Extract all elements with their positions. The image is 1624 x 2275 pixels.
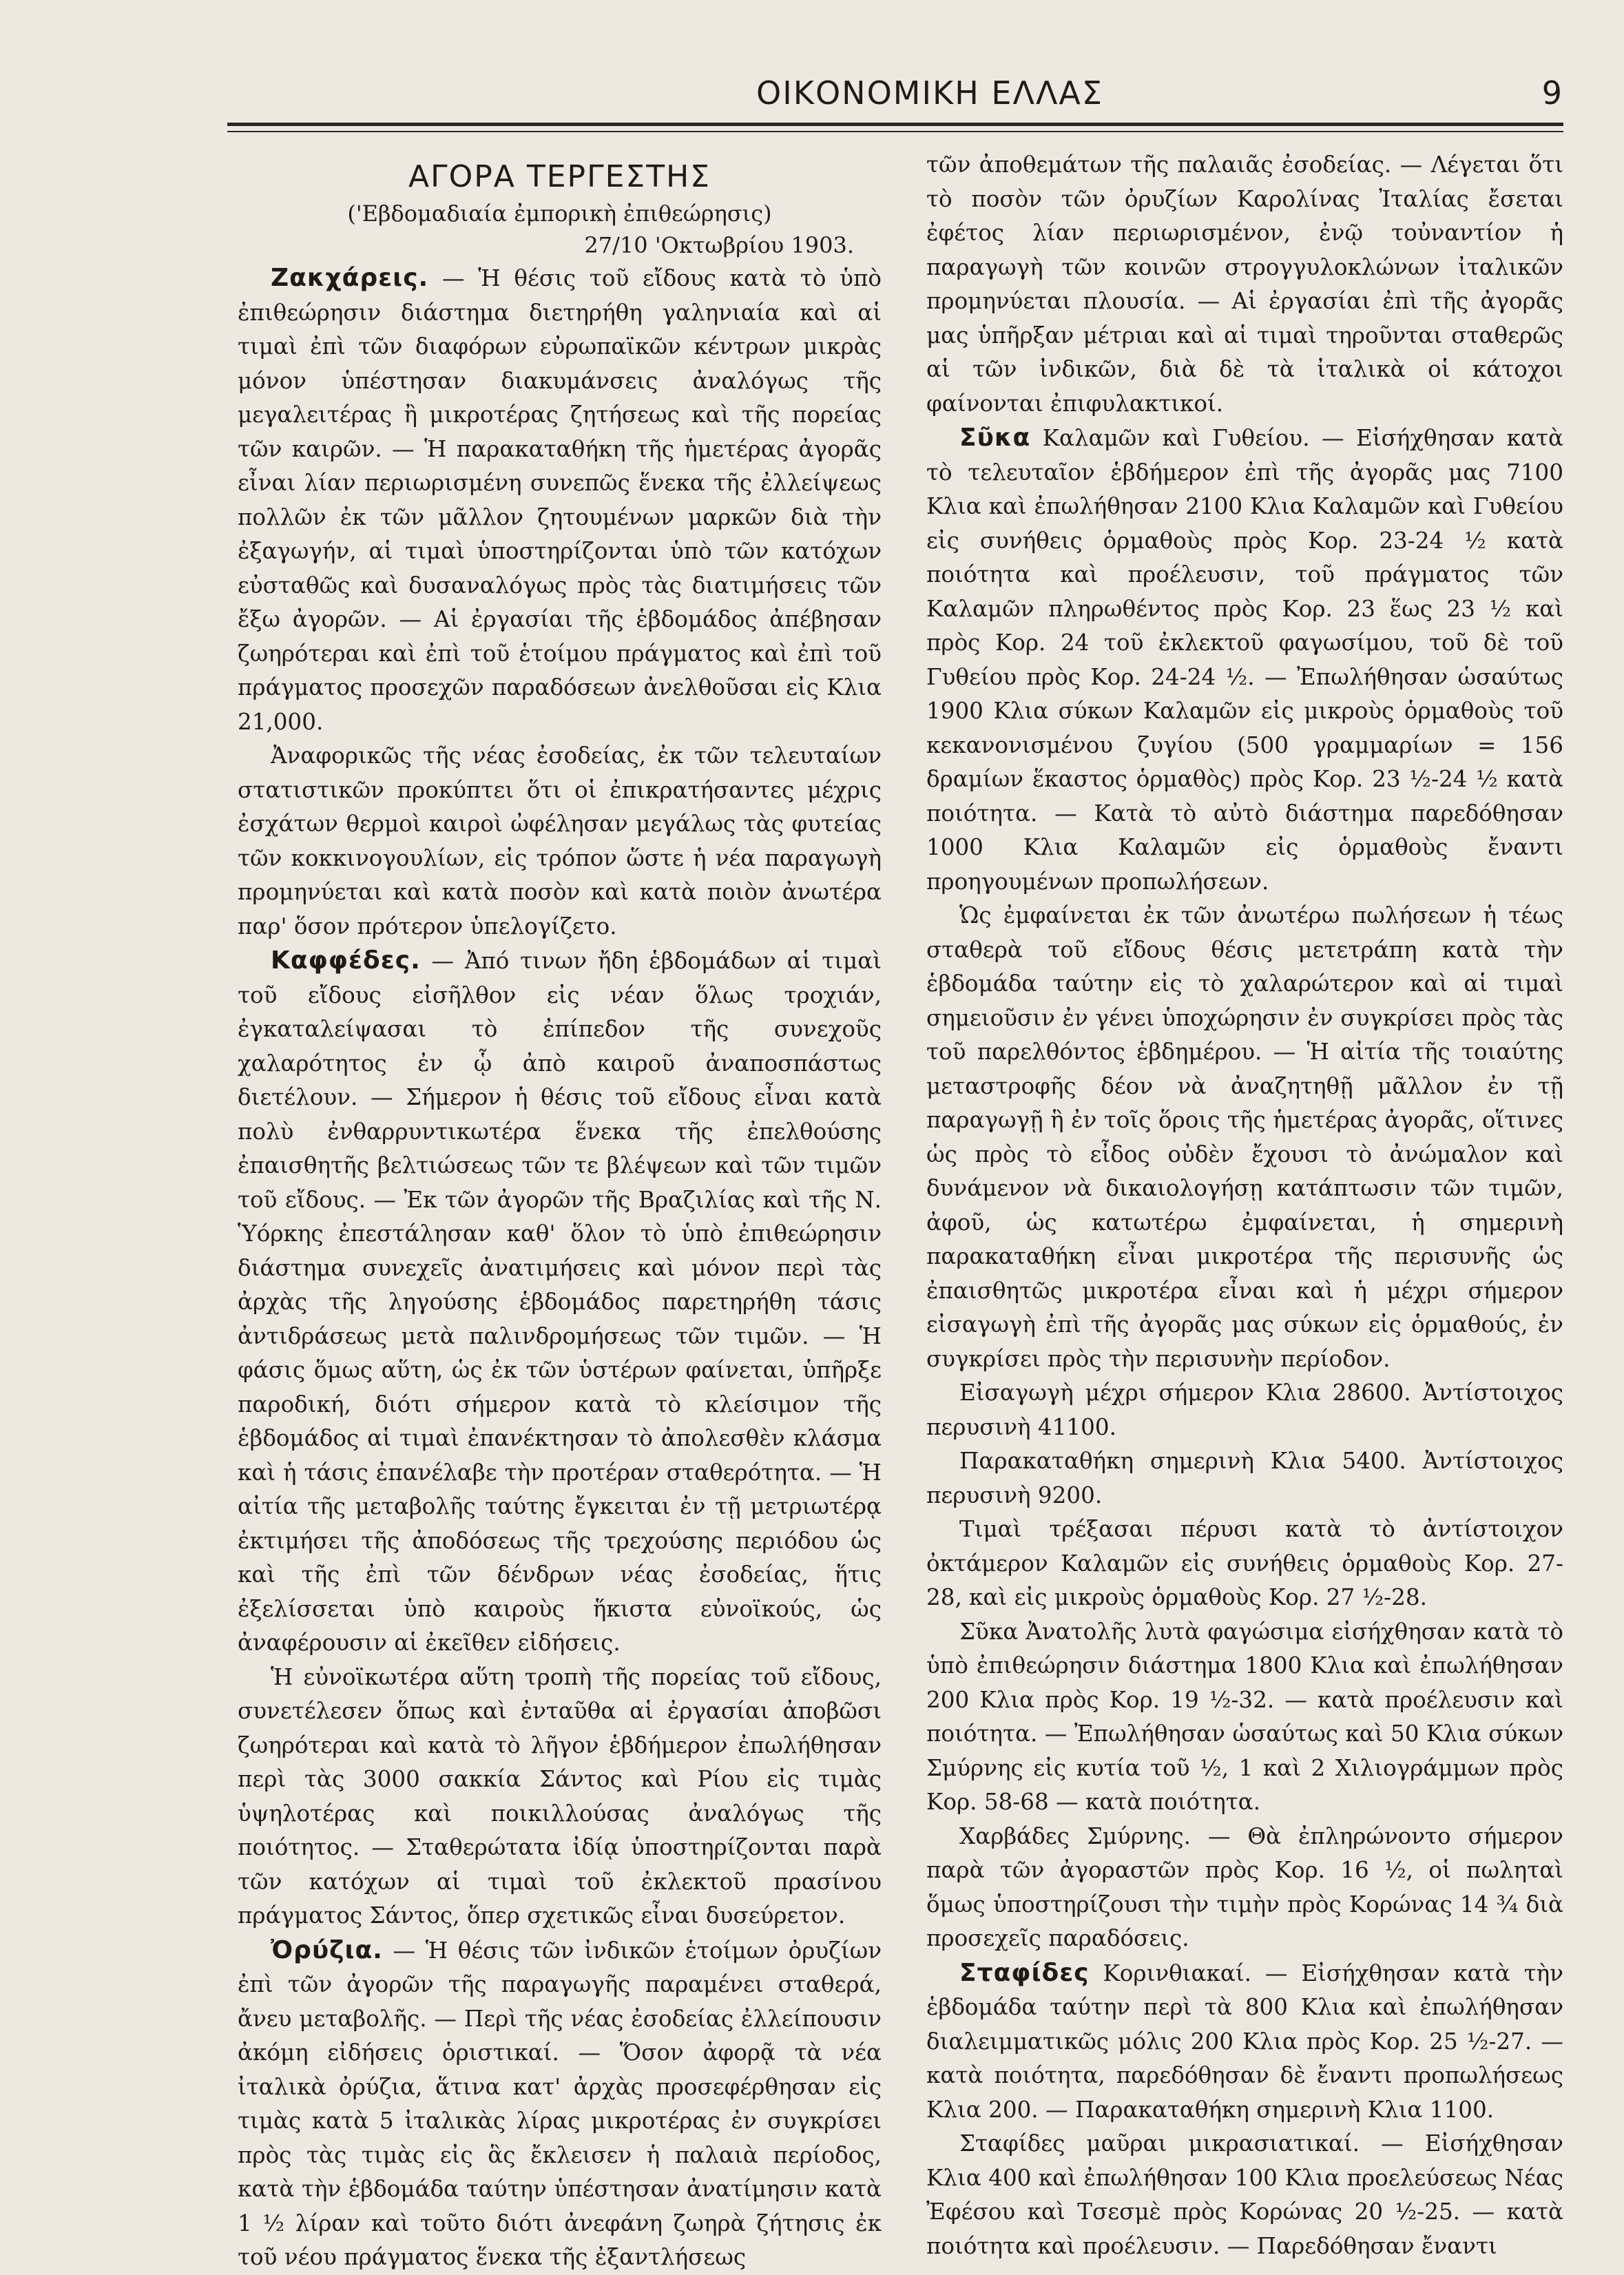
paragraph-figs-imports: Εἰσαγωγὴ μέχρι σήμερον Κλια 28600. Ἀντίστοιχος περυσινὴ 41100. <box>926 1380 1563 1440</box>
section-raisins <box>926 1956 1563 2128</box>
paragraph-figs-analysis: Ὡς ἐμφαίνεται ἐκ τῶν ἀνωτέρω πωλήσεων ἡ τέως σταθερὰ τοῦ εἴδους θέσις μετετράπη κατὰ τὴν ἑβδομάδα ταύτην εἰς τὸ χαλαρώτερον καὶ αἱ τιμαὶ σημειοῦσιν ἐν γένει ὑποχώρησιν ἐν συγκρίσει πρὸς τὰς τοῦ παρελθόντος ἑβδημέρου. — Ἡ αἰτία τῆς τοιαύτης μεταστροφῆς δέον νὰ ἀναζητηθῇ μᾶλλον ἐν τῇ παραγωγῇ ἣ ἐν τοῖς ὅροις τῆς ἡμετέρας ἀγορᾶς, οἵτινες ὡς πρὸς τὸ εἶδος οὐδὲν ἔχουσι τὸ ἀνώμαλον καὶ δυνάμενον νὰ δικαιολογήσῃ κατάπτωσιν τῶν τιμῶν, ἀφοῦ, ὡς κατωτέρω ἐμφαίνεται, ἡ σημερινὴ παρακαταθήκη εἶναι μικροτέρα τῆς περισυνῆς ὡς ἐπαισθητῶς μικροτέρα εἶναι καὶ ἡ μέχρι σήμερον εἰσαγωγὴ ἐπὶ τῆς ἀγορᾶς μας σύκων εἰς ὁρμαθούς, ἐν συγκρίσει πρὸς τὴν περισυνὴν περίοδον. <box>926 902 1563 1372</box>
paragraph-figs-stock: Παρακαταθήκη σημερινὴ Κλια 5400. Ἀντίστοιχος περυσινὴ 9200. <box>926 1448 1563 1508</box>
section-text-figs: Καλαμῶν καὶ Γυθείου. — Εἰσήχθησαν κατὰ τὸ τελευταῖον ἑβδήμερον ἐπὶ τῆς ἀγορᾶς μας 7100 Κλια καὶ ἐπωλήθησαν 2100 Κλια Καλαμῶν καὶ Γυθείου εἰς συνήθεις ὁρμαθοὺς πρὸς Κορ. 23-24 ½ κατὰ ποιότητα καὶ προέλευσιν, τοῦ πράγματος τῶν Καλαμῶν πληρωθέντος πρὸς Κορ. 23 ἕως 23 ½ καὶ πρὸς Κορ. 24 τοῦ ἐκλεκτοῦ φαγωσίμου, τοῦ δὲ τοῦ Γυθείου πρὸς Κορ. 24-24 ½. — Ἐπωλήθησαν ὡσαύτως 1900 Κλια σύκων Καλαμῶν εἰς μικροὺς ὁρμαθοὺς τοῦ κεκανονισμένου ζυγίου (500 γραμμαρίων = 156 δραμίων ἕκαστος ὁρμαθὸς) πρὸς Κορ. 23 ½-24 ½ κατὰ ποιότητα. — Κατὰ τὸ αὐτὸ διάστημα παρεδόθησαν 1000 Κλια Καλαμῶν εἰς ὁρμαθοὺς ἔναντι προηγουμένων προπωλήσεων. <box>926 425 1564 895</box>
left-column <box>238 148 882 2270</box>
section-rice <box>238 1933 882 2275</box>
section-text-sugar: — Ἡ θέσις τοῦ εἴδους κατὰ τὸ ὑπὸ ἐπιθεώρησιν διάστημα διετηρήθη γαληνιαία καὶ αἱ τιμαὶ ἐπὶ τῶν διαφόρων εὐρωπαϊκῶν κέντρων μικρὰς μόνον ὑπέστησαν διακυμάνσεις ἀναλόγως τῆς μεγαλειτέρας ἢ μικροτέρας ζητήσεως καὶ τῆς πορείας τῶν καιρῶν. — Ἡ παρακαταθήκη τῆς ἡμετέρας ἀγορᾶς εἶναι λίαν περιωρισμένη συνεπῶς ἕνεκα τῆς ἐλλείψεως πολλῶν ἐκ τῶν μᾶλλον ζητουμένων μαρκῶν διὰ τὴν ἐξαγωγήν, αἱ τιμαὶ ὑποστηρίζονται ὑπὸ τῶν κατόχων εὐσταθῶς καὶ δυσαναλόγως πρὸς τὰς διατιμήσεις τῶν ἔξω ἀγορῶν. — Αἱ ἐργασίαι τῆς ἑβδομάδος ἀπέβησαν ζωηρότεραι καὶ ἐπὶ τοῦ ἑτοίμου πράγματος καὶ ἐπὶ τοῦ πράγματος προσεχῶν παραδόσεων ἀνελθοῦσαι εἰς Κλια 21,000. <box>238 265 882 735</box>
section-text-raisins: Κορινθιακαί. — Εἰσήχθησαν κατὰ τὴν ἑβδομάδα ταύτην περὶ τὰ 800 Κλια καὶ ἐπωλήθησαν διαλειμματικῶς μόλις 200 Κλια πρὸς Κορ. 25 ½-27. — κατὰ ποιότητα, παρεδόθησαν δὲ ἔναντι προπωλήσεως Κλια 200. — Παρακαταθήκη σημερινὴ Κλια 1100. <box>926 1960 1563 2123</box>
section-figs <box>926 421 1563 899</box>
article-subtitle: ('Εβδομαδιαία ἐμπορικὴ ἐπιθεώρησις) <box>347 200 772 227</box>
article-title: ΑΓΟΡΑ ΤΕΡΓΕΣΤΗΣ <box>408 159 711 194</box>
section-coffee <box>238 944 882 1661</box>
header-rule-thin <box>227 131 1563 132</box>
running-header-title: ΟΙΚΟΝΟΜΙΚΗ ΕΛΛΑΣ <box>756 74 1103 112</box>
article-date: 27/10 'Οκτωβρίου 1903. <box>584 232 854 258</box>
right-column <box>926 148 1564 2259</box>
section-heading-sugar: Ζακχάρεις. <box>271 264 429 292</box>
section-heading-rice: Ὀρύζια. <box>271 1935 383 1964</box>
paragraph-rice-continued: τῶν ἀποθεμάτων τῆς παλαιᾶς ἐσοδείας. — Λέγεται ὅτι τὸ ποσὸν τῶν ὀρυζίων Καρολίνας Ἰταλίας ἔσεται ἐφέτος λίαν περιωρισμένον, ἐνῷ τοὐναντίον ἡ παραγωγὴ τῶν κοινῶν στρογγυλοκλώνων ἰταλικῶν προμηνύεται πλουσία. — Αἱ ἐργασίαι ἐπὶ τῆς ἀγορᾶς μας ὑπῆρξαν μέτριαι καὶ αἱ τιμαὶ τηροῦνται σταθερῶς αἱ τῶν ἰνδικῶν, διὰ δὲ τὰ ἰταλικὰ οἱ κάτοχοι φαίνονται ἐπιφυλακτικοί. <box>926 152 1563 417</box>
section-text-coffee: — Ἀπό τινων ἤδη ἑβδομάδων αἱ τιμαὶ τοῦ εἴδους εἰσῆλθον εἰς νέαν ὅλως τροχιάν, ἐγκαταλείψασαι τὸ ἐπίπεδον τῆς συνεχοῦς χαλαρότητος ἐν ᾧ ἀπὸ καιροῦ ἀναποσπάστως διετέλουν. — Σήμερον ἡ θέσις τοῦ εἴδους εἶναι κατὰ πολὺ ἐνθαρρυντικωτέρα ἕνεκα τῆς ἐπελθούσης ἐπαισθητῆς βελτιώσεως τῶν τε βλέψεων καὶ τῶν τιμῶν τοῦ εἴδους. — Ἐκ τῶν ἀγορῶν τῆς Βραζιλίας καὶ τῆς Ν. Ὑόρκης ἐπεστάλησαν καθ' ὅλον τὸ ὑπὸ ἐπιθεώρησιν διάστημα συνεχεῖς ἀνατιμήσεις καὶ μόνον περὶ τὰς ἀρχὰς τῆς ληγούσης ἑβδομάδος παρετηρήθη τάσις ἀντιδράσεως μετὰ παλινδρομήσεως τῶν τιμῶν. — Ἡ φάσις ὅμως αὕτη, ὡς ἐκ τῶν ὑστέρων φαίνεται, ὑπῆρξε παροδική, διότι σήμερον κατὰ τὸ κλείσιμον τῆς ἑβδομάδος αἱ τιμαὶ ἐπανέκτησαν τὸ ἀπολεσθὲν κλάσμα καὶ ἡ τάσις ἐπανέλαβε τὴν προτέραν σταθερότητα. — Ἡ αἰτία τῆς μεταβολῆς ταύτης ἔγκειται ἐν τῇ μετριωτέρᾳ ἐκτιμήσει τῆς ἀποδόσεως τῆς τρεχούσης περιόδου ὡς καὶ τῆς ἐπὶ τῶν δένδρων νέας ἐσοδείας, ἥτις ἐξελίσσεται ὑπὸ καιροὺς ἥκιστα εὐνοϊκούς, ὡς ἀναφέρουσιν αἱ ἐκεῖθεν εἰδήσεις. <box>238 948 882 1656</box>
section-heading-figs: Σῦκα <box>959 424 1031 452</box>
paragraph-carob: Χαρβάδες Σμύρνης. — Θὰ ἐπληρώνοντο σήμερον παρὰ τῶν ἀγοραστῶν πρὸς Κορ. 16 ½, οἱ πωληταὶ ὅμως ὑποστηρίζουσι τὴν τιμὴν πρὸς Κορώνας 14 ¾ διὰ προσεχεῖς παραδόσεις. <box>926 1822 1563 1951</box>
paragraph-black-raisins: Σταφίδες μαῦραι μικρασιατικαί. — Εἰσήχθησαν Κλια 400 καὶ ἐπωλήθησαν 100 Κλια προελεύσεως Νέας Ἐφέσου καὶ Τσεσμὲ πρὸς Κορώνας 20 ½-25. — κατὰ ποιότητα καὶ προέλευσιν. — Παρεδόθησαν ἔναντι <box>926 2130 1563 2259</box>
section-text-rice: — Ἡ θέσις τῶν ἰνδικῶν ἑτοίμων ὀρυζίων ἐπὶ τῶν ἀγορῶν τῆς παραγωγῆς παραμένει σταθερά, ἄνευ μεταβολῆς. — Περὶ τῆς νέας ἐσοδείας ἐλλείπουσιν ἀκόμη εἰδήσεις ὁριστικαί. — Ὅσον ἀφορᾷ τὰ νέα ἰταλικὰ ὀρύζια, ἅτινα κατ' ἀρχὰς προσεφέρθησαν εἰς τιμὰς κατὰ 5 ἰταλικὰς λίρας μικροτέρας ἐν συγκρίσει πρὸς τὰς τιμὰς εἰς ἃς ἔκλεισεν ἡ παλαιὰ περίοδος, κατὰ τὴν ἑβδομάδα ταύτην ὑπέστησαν ἀνατίμησιν κατὰ 1 ½ λίραν καὶ τοῦτο διότι ἀνεφάνη ζωηρὰ ζήτησις ἐκ τοῦ νέου πράγματος ἕνεκα τῆς ἐξαντλήσεως <box>238 1937 882 2270</box>
section-heading-coffee: Καφφέδες. <box>271 946 421 975</box>
paragraph-anatolia-figs: Σῦκα Ἀνατολῆς λυτὰ φαγώσιμα εἰσήχθησαν κατὰ τὸ ὑπὸ ἐπιθεώρησιν διάστημα 1800 Κλια καὶ ἐπωλήθησαν 200 Κλια πρὸς Κορ. 19 ½-32. — κατὰ προέλευσιν καὶ ποιότητα. — Ἐπωλήθησαν ὡσαύτως καὶ 50 Κλια σύκων Σμύρνης εἰς κυτία τοῦ ½, 1 καὶ 2 Χιλιογράμμων πρὸς Κορ. 58-68 — κατὰ ποιότητα. <box>926 1618 1563 1815</box>
header-rule-thick <box>227 123 1563 126</box>
paragraph-figs-prices: Τιμαὶ τρέξασαι πέρυσι κατὰ τὸ ἀντίστοιχον ὀκτάμερον Καλαμῶν εἰς συνήθεις ὁρμαθοὺς Κορ. 27-28, καὶ εἰς μικροὺς ὁρμαθοὺς Κορ. 27 ½-28. <box>926 1516 1563 1610</box>
section-sugar <box>238 261 882 739</box>
paragraph-coffee-sales: Ἡ εὐνοϊκωτέρα αὕτη τροπὴ τῆς πορείας τοῦ εἴδους, συνετέλεσεν ὅπως καὶ ἐνταῦθα αἱ ἐργασίαι ἀποβῶσι ζωηρότεραι καὶ κατὰ τὸ λῆγον ἑβδήμερον ἐπωλήθησαν περὶ τὰς 3000 σακκία Σάντος καὶ Ρίου εἰς τιμὰς ὑψηλοτέρας καὶ ποικιλλούσας ἀναλόγως τῆς ποιότητος. — Σταθερώτατα ἰδίᾳ ὑποστηρίζονται παρὰ τῶν κατόχων αἱ τιμαὶ τοῦ ἐκλεκτοῦ πρασίνου πράγματος Σάντος, ὅπερ σχετικῶς εἶναι δυσεύρετον. <box>238 1663 882 1929</box>
section-heading-raisins: Σταφίδες <box>959 1958 1090 1987</box>
paragraph-sugar-harvest: Ἀναφορικῶς τῆς νέας ἐσοδείας, ἐκ τῶν τελευταίων στατιστικῶν προκύπτει ὅτι οἱ ἐπικρατήσαντες μέχρις ἐσχάτων θερμοὶ καιροὶ ὠφέλησαν μεγάλως τὰς φυτείας τῶν κοκκινογουλίων, εἰς τρόπον ὥστε ἡ νέα παραγωγὴ προμηνύεται καὶ κατὰ ποσὸν καὶ κατὰ ποιὸν ἀνωτέρα παρ' ὅσον πρότερον ὑπελογίζετο. <box>238 742 882 939</box>
page-number: 9 <box>1541 74 1562 112</box>
